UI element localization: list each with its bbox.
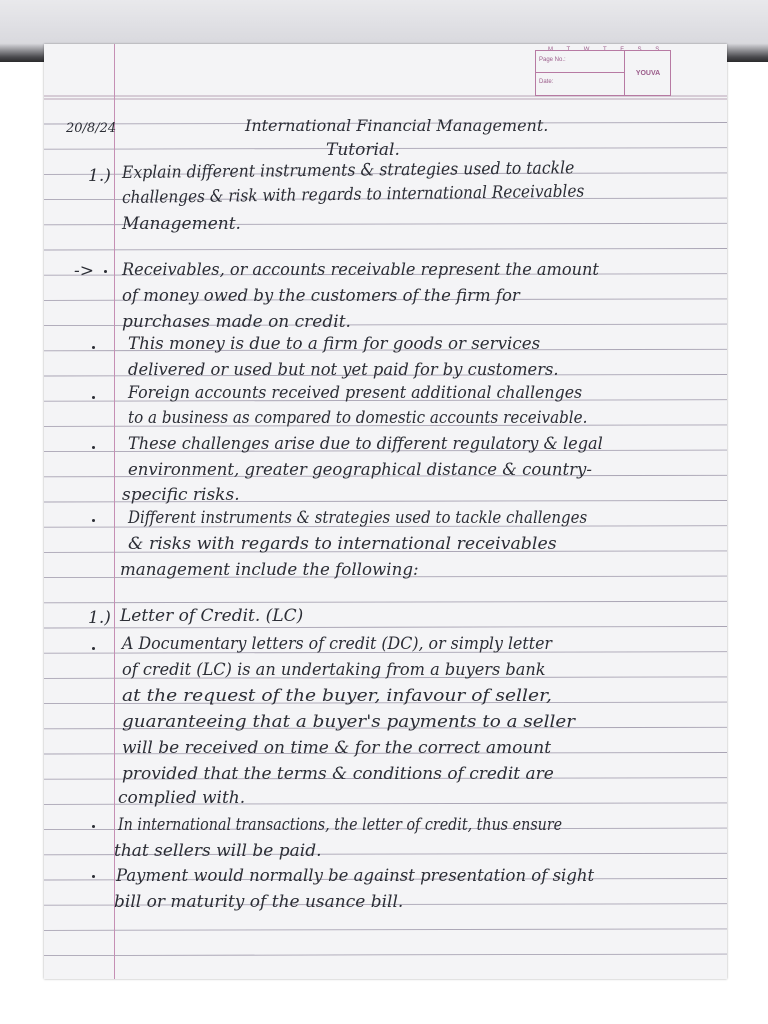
section-line: complied with. <box>118 788 246 808</box>
ruled-line <box>44 249 727 251</box>
answer-line: These challenges arise due to different regulatory & legal <box>128 434 603 454</box>
answer-line: specific risks. <box>122 485 240 505</box>
answer-line: Foreign accounts received present additional challenges <box>128 383 583 403</box>
question-line: challenges & risk with regards to international Receivables <box>121 181 585 208</box>
question-line: Explain different instruments & strategies used to tackle <box>121 158 575 183</box>
bullet <box>92 875 95 878</box>
ruled-line <box>44 954 727 956</box>
answer-line: This money is due to a firm for goods or services <box>128 334 541 354</box>
section-line: bill or maturity of the usance bill. <box>114 892 404 912</box>
page-header-box <box>535 50 671 96</box>
question-marker: 1.) <box>88 166 111 186</box>
answer-line: management include the following: <box>120 560 419 580</box>
notebook-page <box>44 44 727 979</box>
section-line: will be received on time & for the correct amount <box>122 738 552 758</box>
bullet <box>92 647 95 650</box>
date-field <box>536 73 624 94</box>
answer-line: purchases made on credit. <box>122 312 351 332</box>
answer-line: to a business as compared to domestic accounts receivable. <box>128 408 588 428</box>
answer-line: & risks with regards to international receivables <box>128 534 557 554</box>
date-label: Date: <box>539 79 554 85</box>
note-title: International Financial Management. <box>245 116 549 135</box>
ruled-line <box>44 929 727 931</box>
answer-line: of money owed by the customers of the firm for <box>122 286 520 306</box>
answer-line: Receivables, or accounts receivable represent the amount <box>122 260 599 280</box>
page-no-label: Page No.: <box>539 57 566 63</box>
section-line: A Documentary letters of credit (DC), or simply letter <box>122 634 552 654</box>
section-title: Letter of Credit. (LC) <box>120 606 304 626</box>
ruled-line <box>44 627 727 629</box>
section-line: at the request of the buyer, infavour of seller, <box>122 686 552 706</box>
question-line: Management. <box>122 214 241 234</box>
bullet <box>92 825 95 828</box>
bullet <box>104 270 107 273</box>
section-marker: 1.) <box>88 608 111 628</box>
margin-line <box>114 44 115 979</box>
section-line: of credit (LC) is an undertaking from a buyers bank <box>122 660 546 680</box>
bullet <box>92 396 95 399</box>
ruled-line <box>44 601 727 603</box>
brand-logo: YOUVA <box>624 51 671 95</box>
page-no-field <box>536 51 624 73</box>
section-line: provided that the terms & conditions of credit are <box>122 764 554 784</box>
bullet <box>92 446 95 449</box>
note-subtitle: Tutorial. <box>326 140 400 160</box>
section-line: guaranteeing that a buyer's payments to a seller <box>122 712 576 732</box>
answer-line: environment, greater geographical distance & country- <box>128 460 592 480</box>
section-line: In international transactions, the letter of credit, thus ensure <box>118 815 563 835</box>
note-date: 20/8/24 <box>66 121 117 136</box>
bullet <box>92 519 95 522</box>
weekday-row: M T W T F S S <box>548 47 666 53</box>
answer-line: Different instruments & strategies used to tackle challenges <box>128 508 588 528</box>
section-line: that sellers will be paid. <box>114 841 322 861</box>
section-line: Payment would normally be against presentation of sight <box>116 866 595 886</box>
bullet <box>92 346 95 349</box>
answer-line: delivered or used but not yet paid for by customers. <box>128 360 559 380</box>
answer-arrow: -> <box>74 261 94 281</box>
